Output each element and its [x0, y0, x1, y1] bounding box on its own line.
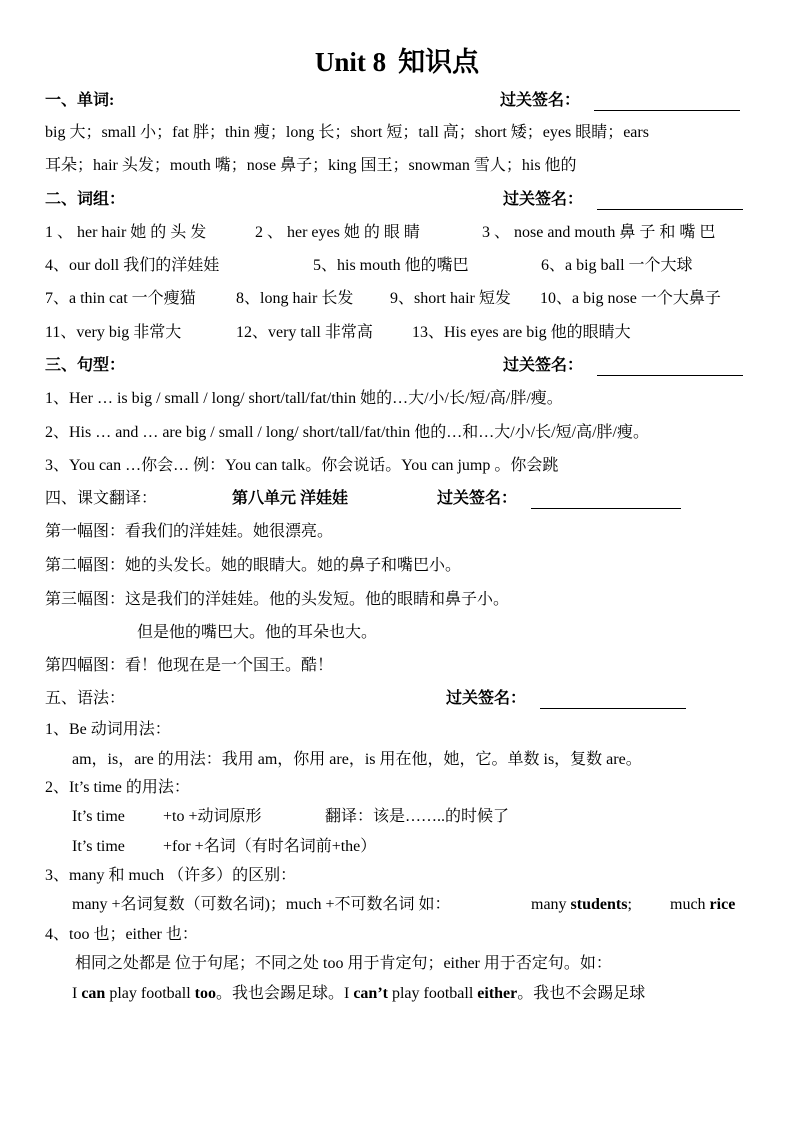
grammar-be-title: 1、Be 动词用法： — [45, 721, 171, 738]
grammar-many-example-1: many students; — [531, 896, 632, 913]
phrase-item: 9、short hair 短发 — [390, 290, 511, 307]
example-bold: rice — [709, 896, 736, 913]
grammar-too-example — [72, 984, 645, 1004]
phrase-item: 5、his mouth 他的嘴巴 — [313, 257, 469, 274]
phrase-item: 13、His eyes are big 他的眼睛大 — [412, 324, 631, 341]
section-patterns-heading: 三、句型： — [45, 357, 126, 374]
sign-label: 过关签名： — [503, 191, 584, 208]
grammar-many-example-2 — [670, 895, 735, 915]
example-text: 。我也会踢足球。I — [215, 985, 354, 1002]
signature-line — [597, 195, 743, 210]
example-text: play football — [387, 985, 478, 1002]
grammar-many-rule: many +名词复数（可数名词)；much +不可数名词 如： — [72, 896, 451, 913]
topic-label: 知识点 — [398, 47, 480, 77]
phrase-item: 4、our doll 我们的洋娃娃 — [45, 257, 220, 274]
grammar-time-title: 2、It’s time 的用法： — [45, 779, 190, 796]
example-bold: students — [570, 896, 628, 913]
signature-line — [540, 694, 686, 709]
pattern-item: 2、His … and … are big / small / long/ short/tall/fat/thin 他的…和…大/小/长/短/高/胖/瘦。 — [45, 424, 649, 441]
translation-line: 第一幅图：看我们的洋娃娃。她很漂亮。 — [45, 523, 334, 540]
example-text: play football — [105, 985, 195, 1002]
phrase-item: 6、a big ball 一个大球 — [541, 257, 693, 274]
phrase-item: 3 、 nose and mouth 鼻 子 和 嘴 巴 — [482, 224, 716, 241]
sign-field-grammar — [446, 689, 686, 709]
grammar-be-text: am，is，are 的用法：我用 am，你用 are，is 用在他，她，它。单数 is，复数 are。 — [72, 751, 642, 768]
sign-field-phrases — [503, 190, 743, 210]
unit-label: Unit 8 — [314, 47, 387, 77]
grammar-too-title: 4、too 也；either 也： — [45, 926, 198, 943]
sign-field-translation — [437, 489, 681, 509]
example-text: much — [670, 896, 710, 913]
sign-label: 过关签名： — [500, 92, 581, 109]
section-translation-heading: 四、课文翻译： — [45, 490, 158, 507]
vocab-line-2: 耳朵；hair 头发；mouth 嘴；nose 鼻子；king 国王；snowman 雪人；his 他的 — [45, 157, 577, 174]
translation-line: 第三幅图：这是我们的洋娃娃。他的头发短。他的眼睛和鼻子小。 — [45, 591, 510, 608]
sign-label: 过关签名： — [446, 690, 527, 707]
section-vocab-heading: 一、单词: — [45, 92, 115, 109]
translation-line: 但是他的嘴巴大。他的耳朵也大。 — [137, 624, 378, 641]
sign-field-vocab — [500, 91, 740, 111]
grammar-time-a-left: It’s time — [72, 808, 125, 825]
section-grammar-heading: 五、语法： — [45, 690, 126, 707]
pattern-item: 1、Her … is big / small / long/ short/tall/fat/thin 她的…大/小/长/短/高/胖/瘦。 — [45, 390, 563, 407]
example-bold: either — [477, 985, 518, 1002]
phrase-item: 1 、 her hair 她 的 头 发 — [45, 224, 207, 241]
grammar-time-a-mid: +to +动词原形 — [163, 808, 262, 825]
phrase-item: 11、very big 非常大 — [45, 324, 182, 341]
example-text: many — [531, 896, 571, 913]
vocab-line-1: big 大；small 小；fat 胖；thin 瘦；long 长；short 短；tall 高；short 矮；eyes 眼睛；ears — [45, 124, 649, 141]
sign-label: 过关签名： — [437, 490, 518, 507]
signature-line — [594, 96, 740, 111]
example-bold: can — [81, 985, 106, 1002]
translation-line: 第二幅图：她的头发长。她的眼睛大。她的鼻子和嘴巴小。 — [45, 557, 462, 574]
grammar-many-title: 3、many 和 much （许多）的区别： — [45, 867, 297, 884]
signature-line — [597, 361, 743, 376]
example-text: I — [72, 985, 82, 1002]
sign-label: 过关签名： — [503, 357, 584, 374]
grammar-many-text — [72, 895, 450, 915]
grammar-time-b-mid: +for +名词（有时名词前+the） — [163, 838, 377, 855]
grammar-time-a-right: 翻译：该是……..的时候了 — [325, 808, 510, 825]
grammar-too-text: 相同之处都是 位于句尾；不同之处 too 用于肯定句；either 用于否定句。如： — [75, 955, 612, 972]
pattern-item: 3、You can …你会… 例：You can talk。你会说话。You can jump 。你会跳 — [45, 457, 559, 474]
phrase-item: 8、long hair 长发 — [236, 290, 354, 307]
phrase-item: 7、a thin cat 一个瘦猫 — [45, 290, 196, 307]
sign-field-patterns — [503, 356, 743, 376]
signature-line — [531, 494, 681, 509]
section-phrases-heading: 二、词组： — [45, 191, 126, 208]
example-bold: can’t — [353, 985, 388, 1002]
phrase-item: 2 、 her eyes 她 的 眼 睛 — [255, 224, 420, 241]
phrase-item: 10、a big nose 一个大鼻子 — [540, 290, 721, 307]
example-bold: too — [194, 985, 216, 1002]
phrase-item: 12、very tall 非常高 — [236, 324, 373, 341]
page-title — [0, 45, 794, 79]
grammar-time-b-left: It’s time — [72, 838, 125, 855]
translation-unit-label: 第八单元 洋娃娃 — [232, 490, 349, 507]
example-text: 。我也不会踢足球 — [517, 985, 646, 1002]
translation-line: 第四幅图：看！他现在是一个国王。酷！ — [45, 657, 334, 674]
